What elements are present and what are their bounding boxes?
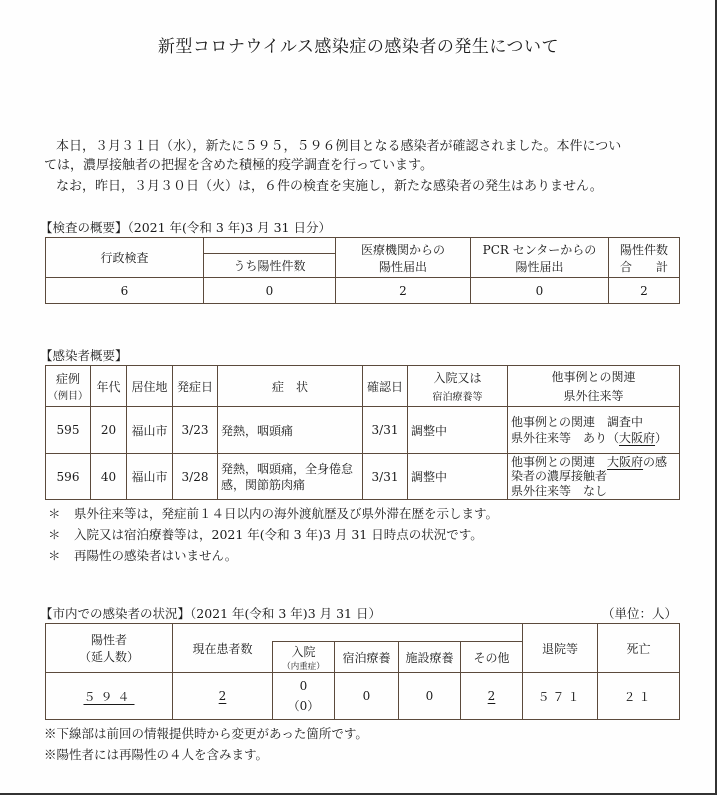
- case-residence: 福山市: [127, 454, 173, 500]
- header-admin-spacer: [204, 238, 336, 254]
- cases-table: [45, 365, 680, 500]
- tests-heading: 【検査の概要】（2021 年(令和 3 年)3 月 31 日分）: [40, 220, 331, 235]
- cases-heading: 【感染者概要】: [40, 348, 128, 363]
- tests-table: [45, 237, 680, 304]
- case-note-1: ＊ 県外往来等は，発症前１４日以内の海外渡航歴及び県外滞在歴を示します。: [48, 506, 499, 521]
- city-note-2: ※陽性者には再陽性の４人を含みます。: [44, 747, 269, 762]
- intro-line-3: なお，昨日，３月３０日（火）は，６件の検査を実施し，新たな感染者の発生はありません。: [56, 179, 603, 194]
- value-hospital: 0 （0）: [273, 673, 335, 720]
- case-confirmed: 3/31: [363, 454, 408, 500]
- case-symptoms: 発熱，咽頭痛: [218, 407, 363, 454]
- header-residence: 居住地: [127, 366, 173, 407]
- header-case: 症例 （例目）: [46, 366, 91, 407]
- case-row: [46, 454, 680, 500]
- case-relation: 他事例との関連 調査中 県外往来等 あり（大阪府）: [508, 407, 680, 454]
- header-admin-test: 行政検査: [46, 238, 204, 278]
- value-current: 2: [173, 673, 273, 720]
- value-total: 2: [609, 278, 680, 304]
- intro-line-1: 本日，３月３１日（水），新たに５９５，５９６例目となる感染者が確認されました。本件につい: [56, 139, 622, 154]
- case-onset: 3/23: [173, 407, 218, 454]
- header-other: その他: [461, 642, 523, 673]
- value-positive: ５９４: [46, 673, 173, 720]
- header-current-spacer: [273, 624, 523, 642]
- intro-line-2: ては，濃厚接触者の把握を含めた積極的疫学調査を行っています。: [44, 158, 433, 173]
- case-residence: 福山市: [127, 407, 173, 454]
- header-hospital: 入院 （内重症）: [273, 642, 335, 673]
- case-note-2: ＊ 入院又は宿泊療養等は，2021 年(令和 3 年)3 月 31 日時点の状況です。: [48, 527, 483, 542]
- header-age: 年代: [91, 366, 127, 407]
- document-title: 新型コロナウイルス感染症の感染者の発生について: [157, 37, 560, 57]
- case-age: 40: [91, 454, 127, 500]
- value-other: 2: [461, 673, 523, 720]
- case-confirmed: 3/31: [363, 407, 408, 454]
- city-heading: 【市内での感染者の状況】（2021 年(令和 3 年)3 月 31 日）: [40, 606, 381, 621]
- city-note-1: ※下線部は前回の情報提供時から変更があった箇所です。: [44, 726, 368, 741]
- case-hospital: 調整中: [408, 407, 508, 454]
- case-hospital: 調整中: [408, 454, 508, 500]
- case-onset: 3/28: [173, 454, 218, 500]
- case-number: 596: [46, 454, 91, 500]
- header-total: 陽性件数 合 計: [609, 238, 680, 278]
- value-admin-positive: 0: [204, 278, 336, 304]
- value-medical: 2: [336, 278, 471, 304]
- case-relation: 他事例との関連 大阪府の感 染者の濃厚接触者 県外往来等 なし: [508, 454, 680, 500]
- header-medical: 医療機関からの 陽性届出: [336, 238, 471, 278]
- value-hotel: 0: [335, 673, 399, 720]
- value-discharged: ５７１: [523, 673, 598, 720]
- case-note-3: ＊ 再陽性の感染者はいません。: [48, 548, 238, 563]
- case-row: [46, 407, 680, 454]
- header-admin-positive: うち陽性件数: [204, 254, 336, 278]
- header-relation: 他事例との関連 県外往来等: [508, 366, 680, 407]
- header-discharged: 退院等: [523, 624, 598, 673]
- header-onset: 発症日: [173, 366, 218, 407]
- value-admin: 6: [46, 278, 204, 304]
- case-age: 20: [91, 407, 127, 454]
- case-symptoms: 発熱，咽頭痛，全身倦怠感，関節筋肉痛: [218, 454, 363, 500]
- value-facility: 0: [399, 673, 461, 720]
- header-hospital: 入院又は 宿泊療養等: [408, 366, 508, 407]
- header-current: 現在患者数: [173, 624, 273, 673]
- case-number: 595: [46, 407, 91, 454]
- value-pcr: 0: [471, 278, 609, 304]
- header-deaths: 死亡: [598, 624, 680, 673]
- header-hotel: 宿泊療養: [335, 642, 399, 673]
- header-pcr: PCR センターからの 陽性届出: [471, 238, 609, 278]
- header-facility: 施設療養: [399, 642, 461, 673]
- value-deaths: ２１: [598, 673, 680, 720]
- city-unit: （単位：人）: [602, 606, 678, 621]
- header-symptoms: 症 状: [218, 366, 363, 407]
- header-positive: 陽性者 （延人数）: [46, 624, 173, 673]
- city-table: [45, 623, 680, 720]
- header-confirmed: 確認日: [363, 366, 408, 407]
